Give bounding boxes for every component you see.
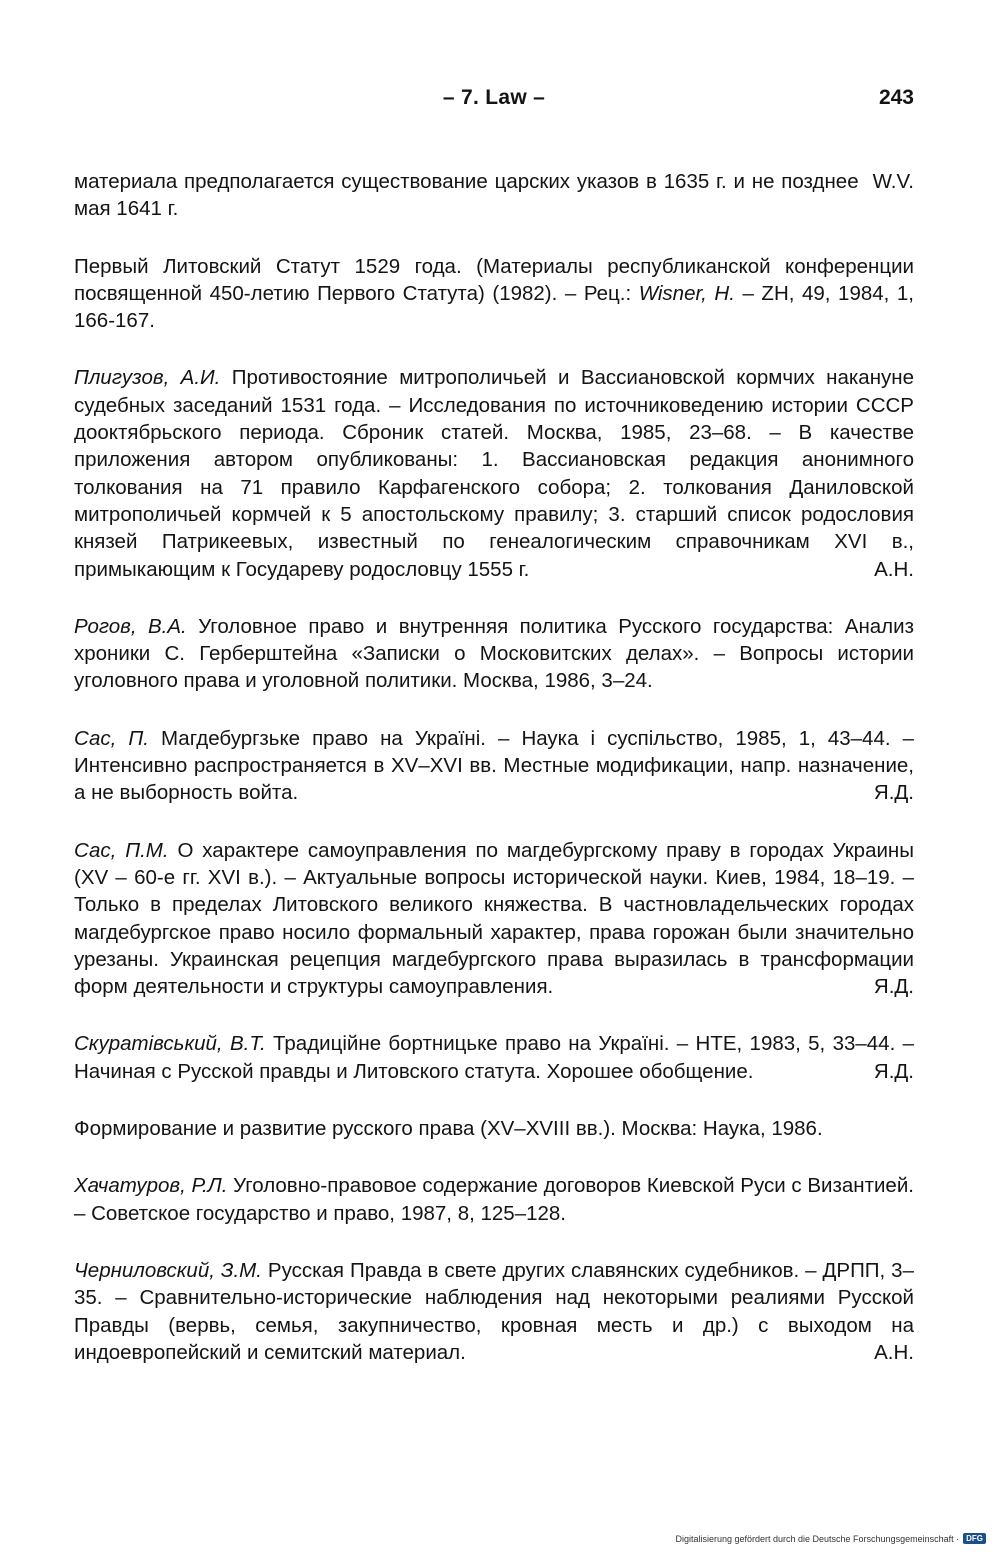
entry-text: Противостояние митрополичьей и Вассиановской кормчих накануне судебных заседаний 1531 года. – Исследования по источниковедению истории СССР дооктябрьского периода. Сброник статей. Москва, 1985, 23–68. – В качестве приложения автором опубликованы: 1. Вассиановская редакция анонимного толкования на 71 правило Карфагенского собора; 2. толкования Даниловской митрополичьей кормчей к 5 апостольскому правилу; 3. старший список родословия князей Патрикеевых, известный по генеалогическим справочникам XVI в., примыкающим к Государеву родословцу 1555 г.: [74, 366, 914, 581]
entry-text: Формирование и развитие русского права (XV–XVIII вв.). Москва: Наука, 1986.: [74, 1117, 823, 1141]
bibliography-entry: [74, 837, 914, 1001]
page-number: 243: [878, 86, 914, 109]
bibliography-entry: [74, 1030, 914, 1085]
entry-author: Плигузов, А.И.: [74, 366, 221, 390]
reviewer-initials: А.Н.: [874, 557, 914, 581]
bibliography-entry: [74, 364, 914, 582]
bibliography-entry: [74, 613, 914, 695]
entry-text: Уголовное право и внутренняя политика Русского государства: Анализ хроники С. Герберштейна «Записки о Московитских делах». – Вопросы истории уголовного права и уголовной политики. Москва, 1986, 3–24.: [74, 614, 914, 693]
bibliography-entry: [74, 168, 914, 223]
digitization-footer: [675, 1533, 986, 1544]
bibliography-entry: [74, 725, 914, 807]
entry-author: Черниловский, З.М.: [74, 1258, 262, 1282]
page-header: [74, 86, 914, 120]
reviewer-initials: W.V.: [872, 170, 914, 193]
entry-text: О характере самоуправления по магдебургскому праву в городах Украины (XV – 60-е гг. XVI в.). – Актуальные вопросы исторической науки. Киев, 1984, 18–19. – Только в пределах Литовского великого княжества. В частновладельческих городах магдебургское право носило формальный характер, права горожан были значительно урезаны. Украинская рецепция магдебургского права выразилась в трансформации форм деятельности и структуры самоуправления.: [74, 838, 914, 999]
entry-author: Сас, П.: [74, 726, 149, 750]
bibliography-entry: [74, 253, 914, 335]
entry-text: Первый Литовский Статут 1529 года. (Материалы республиканской конференции посвященной 450-летию Первого Статута) (1982). – Рец.:: [74, 254, 914, 305]
reviewer-initials: Я.Д.: [873, 975, 914, 999]
reviewer-initials: Я.Д.: [873, 1059, 914, 1083]
entry-author: Рогов, В.А.: [74, 614, 187, 638]
section-title: – 7. Law –: [442, 86, 546, 109]
entry-text-continued: – ZH, 49, 1984, 1, 166-167.: [74, 281, 914, 333]
entry-text: Магдебургзьке право на Україні. – Наука і суспільство, 1985, 1, 43–44. – Интенсивно распространяется в XV–XVI вв. Местные модификации, напр. назначение, а не выборность войта.: [74, 726, 914, 805]
footer-text: Digitalisierung gefördert durch die Deutsche Forschungsgemeinschaft ·: [675, 1533, 960, 1544]
entry-text: Уголовно-правовое содержание договоров Киевской Руси с Византией. – Советское государство и право, 1987, 8, 125–128.: [74, 1174, 914, 1225]
entry-text: Русская Правда в свете других славянских судебников. – ДРПП, 3–35. – Сравнительно-исторические наблюдения над некоторыми реалиями Русской Правды (вервь, семья, закупничество, кровная месть и др.) с выходом на индоевропейский и семитский материал.: [74, 1258, 914, 1364]
bibliography-entry: [74, 1257, 914, 1366]
reviewer-name: Wisner, H.: [638, 281, 735, 305]
entry-author: Сас, П.М.: [74, 838, 169, 862]
dfg-logo: DFG: [963, 1533, 986, 1544]
entry-author: Хачатуров, Р.Л.: [74, 1174, 228, 1198]
entry-author: Скуратівський, В.Т.: [74, 1032, 266, 1056]
bibliography-list: [74, 168, 914, 1396]
bibliography-entry: [74, 1172, 914, 1227]
reviewer-initials: А.Н.: [874, 1340, 914, 1364]
reviewer-initials: Я.Д.: [873, 781, 914, 805]
bibliography-entry: [74, 1115, 914, 1142]
entry-text: Традиційне бортницьке право на Україні. – НТЕ, 1983, 5, 33–44. – Начиная с Русской правды и Литовского статута. Хорошее обобщение.: [74, 1032, 914, 1083]
entry-text: материала предполагается существование царских указов в 1635 г. и не позднее мая 1641 г.: [74, 170, 859, 221]
